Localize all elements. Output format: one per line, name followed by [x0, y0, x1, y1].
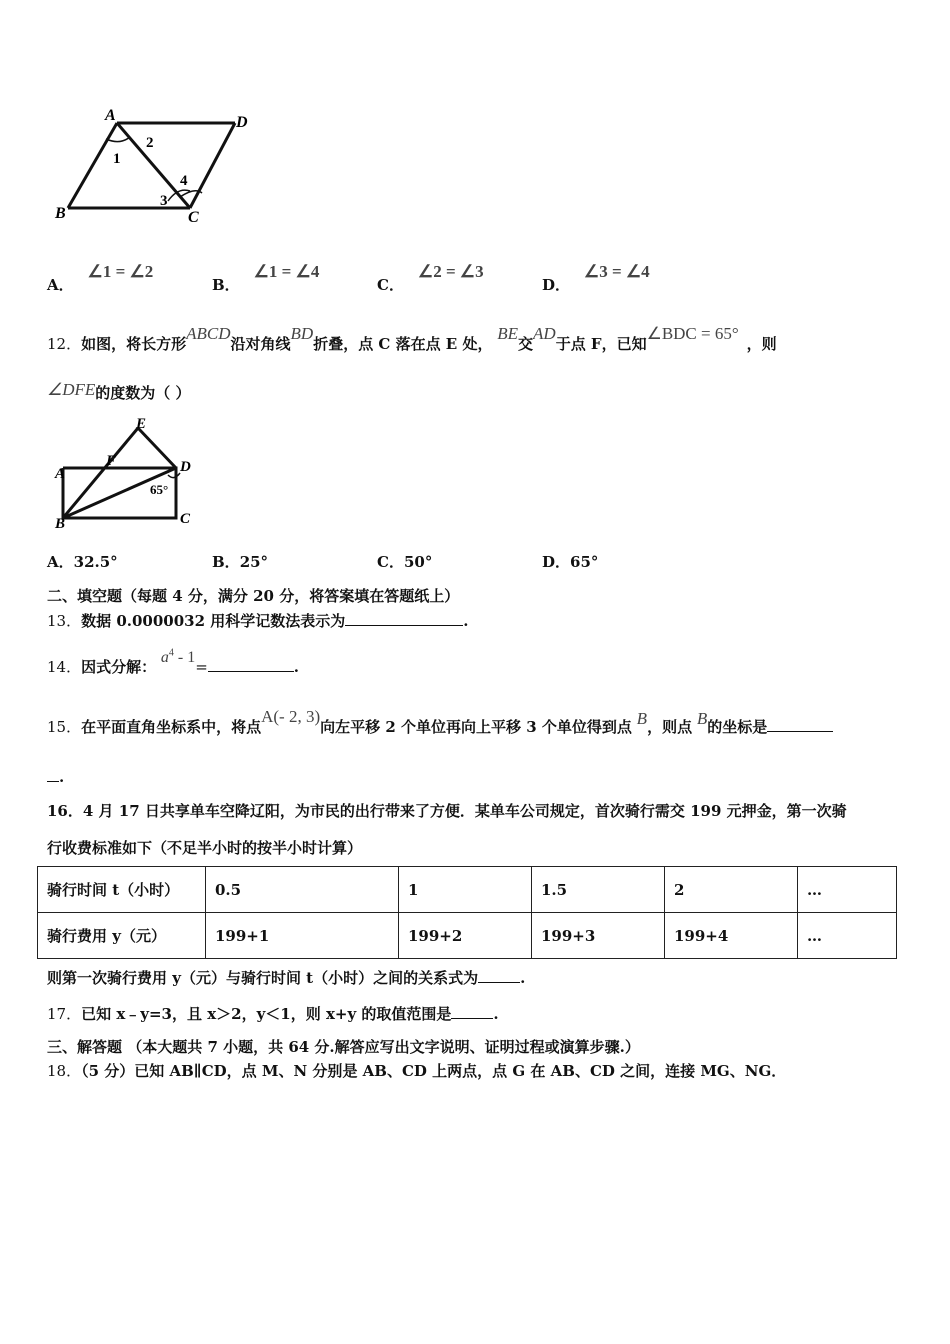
q14: 14．因式分解： $a^4 - 1=$ .	[47, 647, 300, 676]
q15-cont: .	[47, 767, 64, 786]
q12-option-c[interactable]: C．50°	[377, 553, 433, 571]
table-row	[38, 867, 897, 913]
q11-diagonal-ac	[117, 123, 190, 208]
table-cell: 0.5	[206, 867, 399, 913]
q16-fee-table	[37, 866, 897, 959]
q11-edge-ab	[68, 123, 117, 208]
q12-line-ed	[138, 428, 176, 468]
q13-answer-blank[interactable]	[345, 611, 463, 626]
q12-label-b: B	[55, 516, 66, 532]
q11-label-c: C	[188, 209, 199, 226]
table-cell: 骑行时间 t（小时）	[38, 867, 206, 913]
q11-label-4: 4	[180, 173, 188, 189]
q11-label-1: 1	[113, 151, 121, 167]
q12-label-e: E	[136, 416, 147, 432]
q12-label-angle: 65°	[150, 482, 169, 497]
q11-option-c[interactable]: C．∠2 = ∠3	[377, 262, 484, 294]
q11-label-b: B	[55, 205, 66, 222]
q12-label-d: D	[180, 459, 191, 475]
q11-option-b[interactable]: B．∠1 = ∠4	[212, 262, 320, 294]
q16-line-2: 行收费标准如下（不足半小时的按半小时计算）	[47, 839, 363, 857]
table-cell: 2	[665, 867, 798, 913]
q11-label-a: A	[105, 107, 116, 124]
table-cell: 199+3	[532, 913, 665, 959]
table-cell: 199+1	[206, 913, 399, 959]
q15: 15．在平面直角坐标系中，将点A(- 2, 3)向左平移 2 个单位再向上平移 3 个单位得到点 B，则点 B的坐标是	[47, 716, 833, 737]
q11-figure	[50, 105, 260, 230]
q11-option-d[interactable]: D．∠3 = ∠4	[542, 262, 650, 294]
q14-answer-blank[interactable]	[208, 657, 294, 672]
q17: 17．已知 x﹣y=3，且 x＞2，y＜1，则 x+y 的取值范围是 .	[47, 1005, 499, 1023]
table-cell: …	[798, 913, 897, 959]
q16-line-1: 16．4 月 17 日共享单车空降辽阳，为市民的出行带来了方便．某单车公司规定，首次骑行需交 199 元押金，第一次骑	[47, 802, 847, 820]
q12-line-be	[63, 428, 138, 518]
section-2-heading: 二、填空题（每题 4 分，满分 20 分，将答案填在答题纸上）	[47, 587, 460, 605]
q15-answer-blank[interactable]	[767, 717, 833, 732]
table-cell: 199+2	[399, 913, 532, 959]
q11-label-2: 2	[146, 135, 154, 151]
q11-edge-dc	[190, 123, 235, 208]
q13: 13．数据 0.0000032 用科学记数法表示为 .	[47, 612, 469, 630]
q18: 18．（5 分）已知 AB∥CD，点 M、N 分别是 AB、CD 上两点，点 G 在 AB、CD 之间，连接 MG、NG．	[47, 1062, 787, 1080]
table-cell: 199+4	[665, 913, 798, 959]
q16-question: 则第一次骑行费用 y（元）与骑行时间 t（小时）之间的关系式为 .	[47, 969, 526, 987]
q11-label-3: 3	[160, 193, 168, 209]
q12-stem: 12．如图，将长方形ABCD沿对角线BD折叠，点 C 落在点 E 处， BE交AD于点 F，已知∠BDC = 65°，则	[47, 324, 777, 353]
table-cell: 1.5	[532, 867, 665, 913]
q12-option-b[interactable]: B．25°	[212, 553, 269, 571]
q12-label-a: A	[55, 466, 66, 482]
q12-label-f: F	[106, 453, 117, 469]
q12-option-d[interactable]: D．65°	[542, 553, 599, 571]
q12-angle-arc	[168, 473, 180, 478]
table-cell: …	[798, 867, 897, 913]
q16-answer-blank[interactable]	[478, 968, 520, 983]
table-cell: 骑行费用 y（元）	[38, 913, 206, 959]
q11-label-d: D	[236, 114, 248, 131]
q12-option-a[interactable]: A．32.5°	[47, 553, 118, 571]
section-3-heading: 三、解答题 （本大题共 7 小题，共 64 分.解答应写出文字说明、证明过程或演算步骤.）	[47, 1038, 640, 1056]
q12-label-c: C	[180, 511, 191, 527]
table-cell: 1	[399, 867, 532, 913]
table-row	[38, 913, 897, 959]
q11-option-a[interactable]: A．∠1 = ∠2	[47, 262, 154, 294]
q17-answer-blank[interactable]	[451, 1004, 493, 1019]
q12-stem-2: ∠DFE的度数为（ ）	[47, 380, 191, 402]
q12-figure	[50, 415, 210, 535]
